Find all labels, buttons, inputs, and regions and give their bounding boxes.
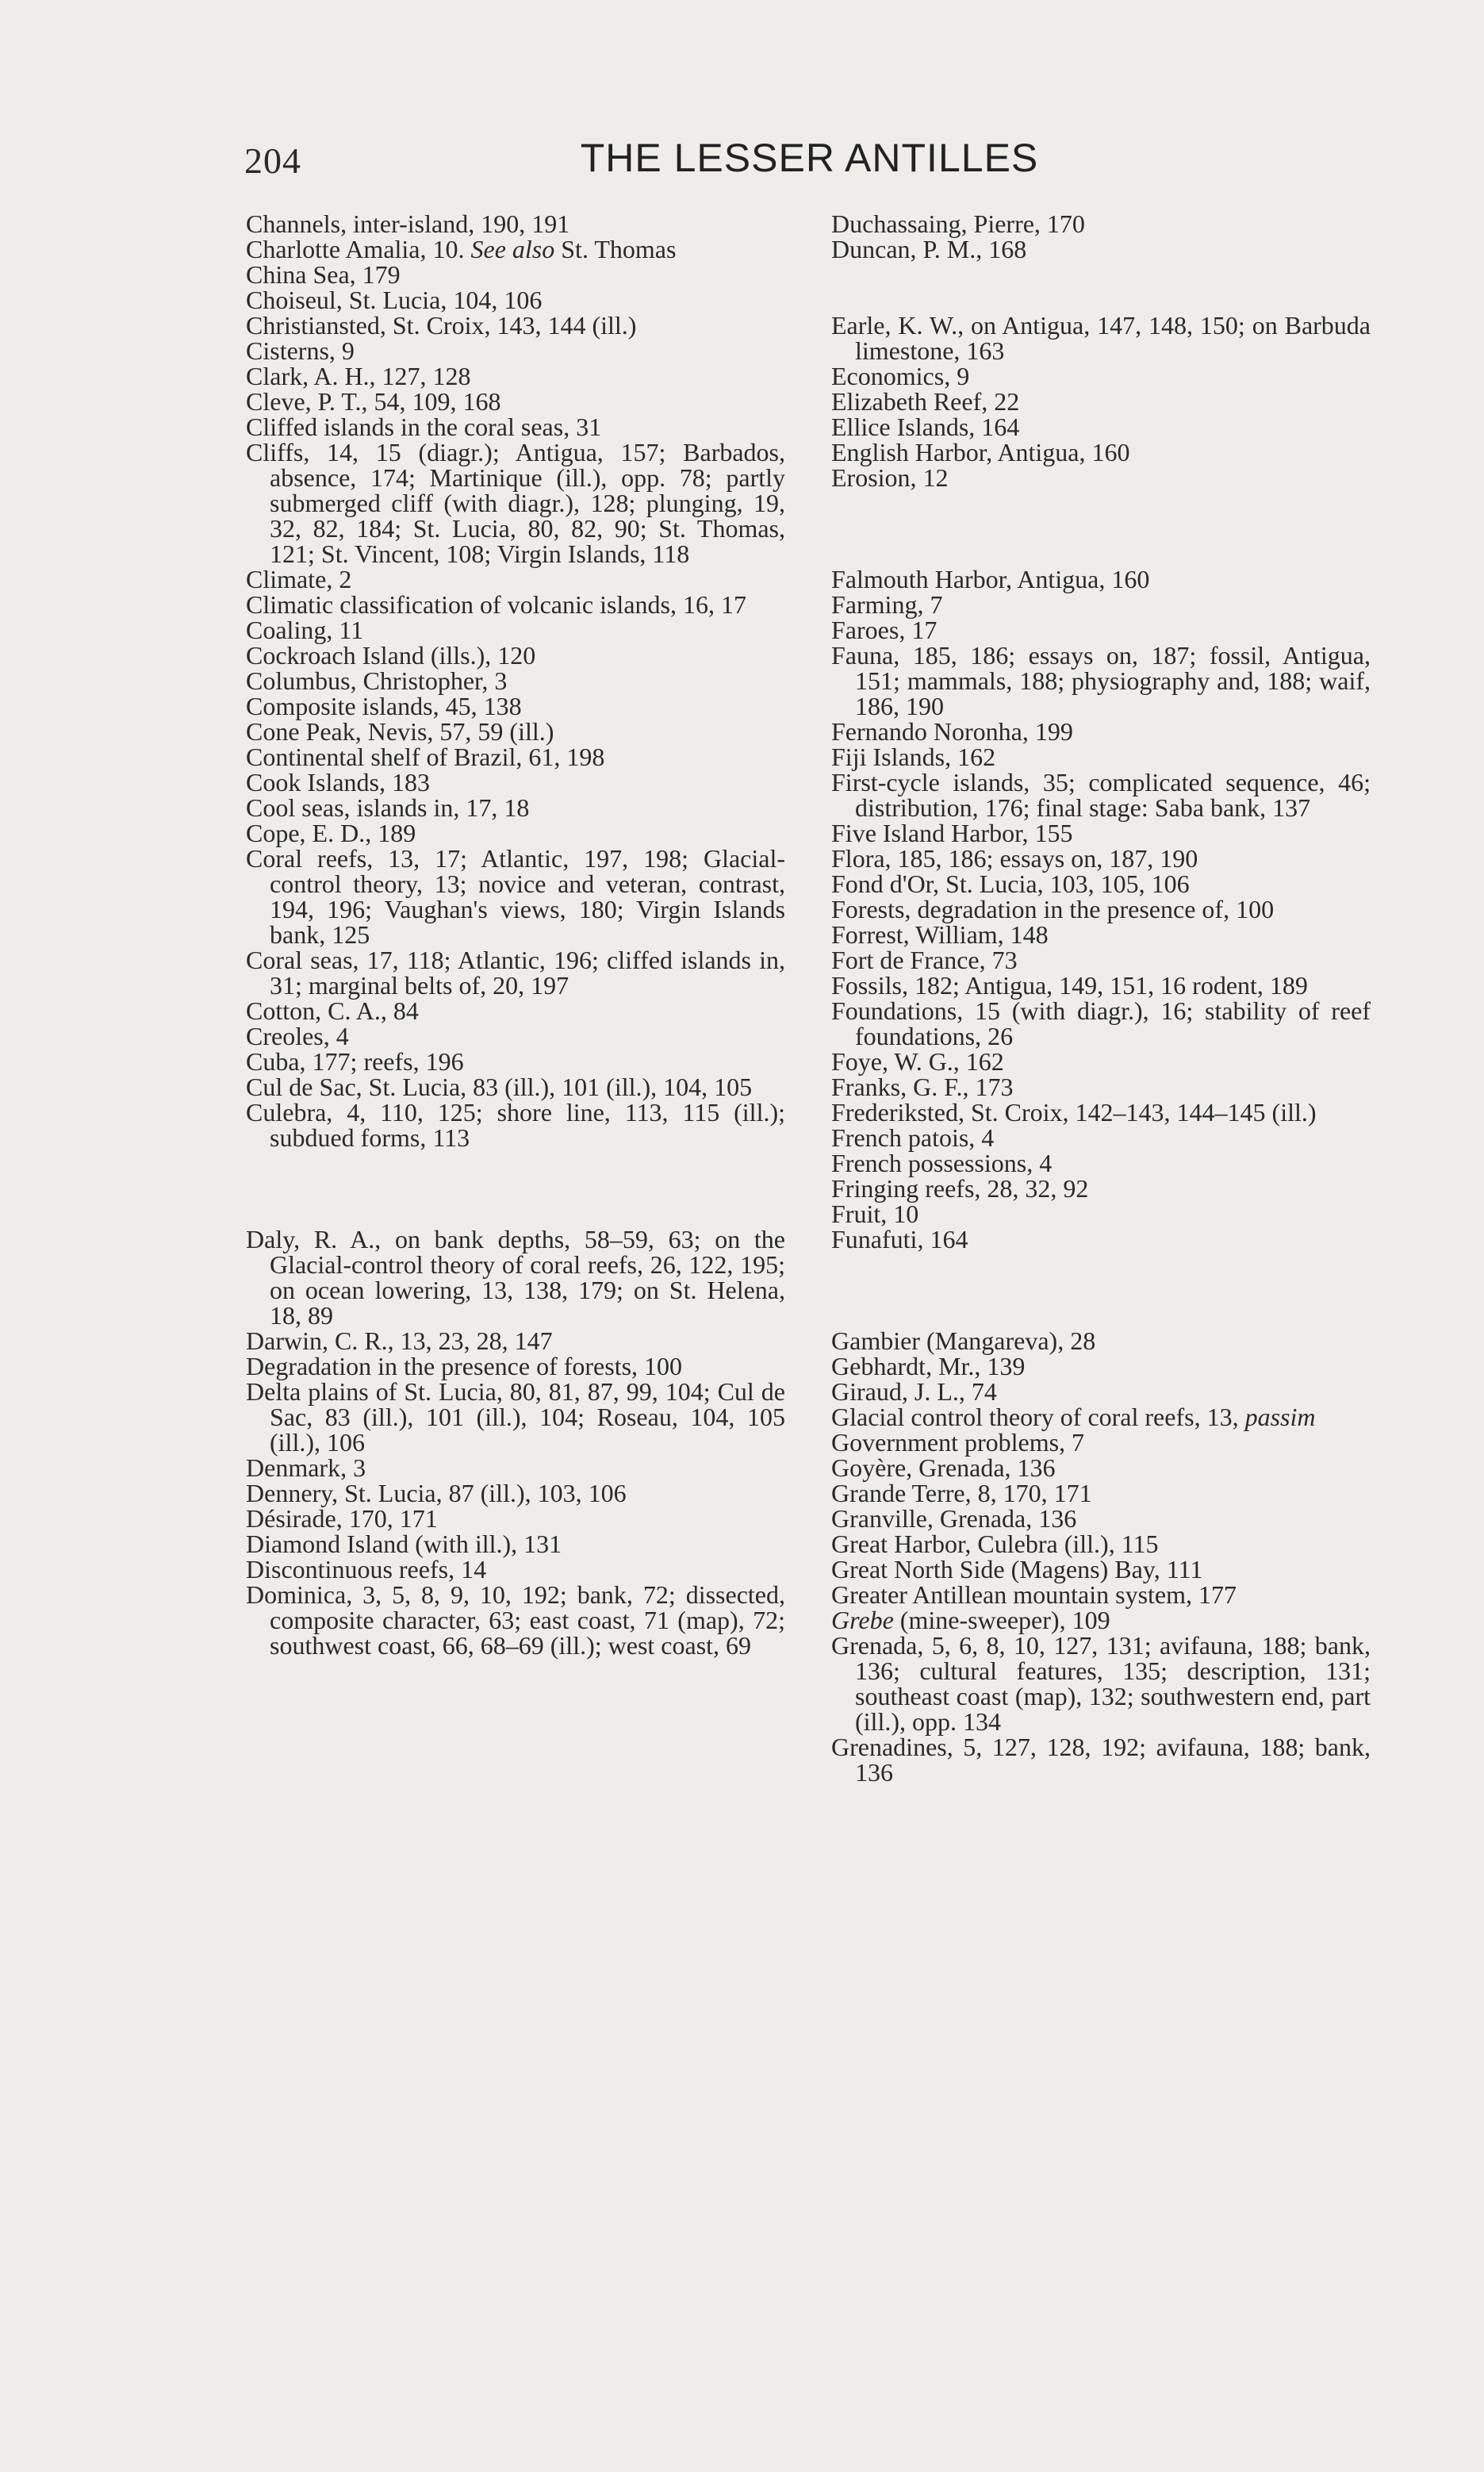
index-entry: Channels, inter-island, 190, 191	[246, 209, 570, 238]
index-entry: Great Harbor, Culebra (ill.), 115	[831, 1530, 1159, 1558]
index-entry: Franks, G. F., 173	[831, 1073, 1014, 1101]
index-entry: Discontinuous reefs, 14	[246, 1555, 487, 1583]
index-entry: Forrest, William, 148	[831, 920, 1049, 949]
index-group-c	[246, 211, 785, 1150]
index-group-f	[831, 566, 1371, 1252]
index-entry: Great North Side (Magens) Bay, 111	[831, 1555, 1203, 1583]
index-entry: French possessions, 4	[831, 1149, 1053, 1177]
section-gap	[246, 1150, 785, 1226]
index-entry: Coaling, 11	[246, 616, 364, 644]
index-entry: Cisterns, 9	[246, 336, 355, 365]
index-entry: Cockroach Island (ills.), 120	[246, 641, 536, 670]
index-entry: Christiansted, St. Croix, 143, 144 (ill.)	[246, 311, 637, 340]
index-entry: Duncan, P. M., 168	[831, 235, 1027, 263]
index-entry: Fond d'Or, St. Lucia, 103, 105, 106	[831, 869, 1190, 898]
index-entry: Economics, 9	[831, 362, 970, 390]
index-entry: Cotton, C. A., 84	[246, 996, 419, 1025]
index-entry: Grenadines, 5, 127, 128, 192; avifauna, 188; bank, 136	[831, 1733, 1371, 1787]
index-entry: Cul de Sac, St. Lucia, 83 (ill.), 101 (ill.), 104, 105	[246, 1073, 753, 1101]
index-entry: Columbus, Christopher, 3	[246, 666, 508, 695]
index-entry: Duchassaing, Pierre, 170	[831, 209, 1085, 238]
index-entry: Fauna, 185, 186; essays on, 187; fossil, Antigua, 151; mammals, 188; physiography and, 188; waif, 186, 190	[831, 641, 1371, 720]
index-entry: Earle, K. W., on Antigua, 147, 148, 150; on Barbuda limestone, 163	[831, 311, 1371, 365]
index-entry: Coral reefs, 13, 17; Atlantic, 197, 198; Glacial-control theory, 13; novice and veteran, contrast, 194, 196; Vaughan's views, 180; Virgin Islands bank, 125	[246, 844, 785, 949]
index-entry: China Sea, 179	[246, 260, 401, 289]
index-entry: Diamond Island (with ill.), 131	[246, 1530, 562, 1558]
index-entry: Fort de France, 73	[831, 946, 1018, 974]
index-entry: Fiji Islands, 162	[831, 743, 996, 771]
index-entry: Cool seas, islands in, 17, 18	[246, 793, 530, 822]
index-entry: Choiseul, St. Lucia, 104, 106	[246, 286, 543, 314]
index-entry: Climatic classification of volcanic islands, 16, 17	[246, 590, 746, 619]
page-number: 204	[244, 140, 301, 181]
index-entry: Frederiksted, St. Croix, 142–143, 144–145 (ill.)	[831, 1098, 1317, 1127]
index-entry: Five Island Harbor, 155	[831, 819, 1073, 847]
index-group-e	[831, 313, 1371, 490]
index-entry: Grebe (mine-sweeper), 109	[831, 1606, 1110, 1634]
index-entry: Cliffs, 14, 15 (diagr.); Antigua, 157; Barbados, absence, 174; Martinique (ill.), opp. 78; partly submerged cliff (with diagr.), 128; plunging, 19, 32, 82, 184; St. Lucia, 80, 82, 90; St. Thomas, 121; St. Vincent, 108; Virgin Islands, 118	[246, 438, 785, 568]
index-entry: Désirade, 170, 171	[246, 1504, 438, 1533]
index-group-d	[246, 1226, 785, 1658]
index-entry: Denmark, 3	[246, 1453, 366, 1482]
index-entry: Fruit, 10	[831, 1200, 919, 1228]
index-entry: English Harbor, Antigua, 160	[831, 438, 1130, 466]
index-entry: Cuba, 177; reefs, 196	[246, 1047, 464, 1076]
index-entry: Cliffed islands in the coral seas, 31	[246, 413, 602, 441]
index-entry: Climate, 2	[246, 565, 352, 593]
index-entry: Elizabeth Reef, 22	[831, 387, 1020, 416]
index-entry: Dennery, St. Lucia, 87 (ill.), 103, 106	[246, 1479, 627, 1507]
page-header	[244, 135, 1375, 190]
index-entry: Government problems, 7	[831, 1428, 1085, 1457]
index-entry: Composite islands, 45, 138	[246, 692, 522, 720]
index-entry: Goyère, Grenada, 136	[831, 1453, 1056, 1482]
index-entry: Charlotte Amalia, 10. See also St. Thomas	[246, 235, 677, 263]
index-entry: Greater Antillean mountain system, 177	[831, 1580, 1237, 1609]
index-entry: French patois, 4	[831, 1123, 995, 1152]
index-entry: Ellice Islands, 164	[831, 413, 1020, 441]
index-entry: Creoles, 4	[246, 1022, 349, 1050]
index-entry: Flora, 185, 186; essays on, 187, 190	[831, 844, 1198, 873]
index-entry: Culebra, 4, 110, 125; shore line, 113, 115 (ill.); subdued forms, 113	[246, 1098, 785, 1152]
index-entry: Foye, W. G., 162	[831, 1047, 1004, 1076]
section-gap	[831, 490, 1371, 566]
index-column-right	[831, 211, 1371, 1785]
index-entry: Erosion, 12	[831, 463, 949, 492]
index-entry: Daly, R. A., on bank depths, 58–59, 63; on the Glacial-control theory of coral reefs, 26, 122, 195; on ocean lowering, 13, 138, 179; on St. Helena, 18, 89	[246, 1225, 785, 1330]
index-group-d-continued	[831, 211, 1371, 262]
index-entry: Faroes, 17	[831, 616, 938, 644]
index-entry: Delta plains of St. Lucia, 80, 81, 87, 99, 104; Cul de Sac, 83 (ill.), 101 (ill.), 104; Roseau, 104, 105 (ill.), 106	[246, 1377, 785, 1457]
index-entry: Giraud, J. L., 74	[831, 1377, 997, 1406]
index-entry: Continental shelf of Brazil, 61, 198	[246, 743, 605, 771]
index-entry: Gambier (Mangareva), 28	[831, 1326, 1096, 1355]
index-entry: Falmouth Harbor, Antigua, 160	[831, 565, 1150, 593]
index-entry: Coral seas, 17, 118; Atlantic, 196; cliffed islands in, 31; marginal belts of, 20, 197	[246, 946, 785, 1000]
index-entry: Fossils, 182; Antigua, 149, 151, 16 rodent, 189	[831, 971, 1308, 1000]
index-entry: Fernando Noronha, 199	[831, 717, 1073, 746]
section-gap	[831, 262, 1371, 313]
section-gap	[831, 1252, 1371, 1328]
index-entry: Cook Islands, 183	[246, 768, 430, 796]
index-entry: Gebhardt, Mr., 139	[831, 1352, 1026, 1380]
index-entry: Forests, degradation in the presence of, 100	[831, 895, 1275, 923]
index-entry: Cope, E. D., 189	[246, 819, 416, 847]
index-entry: Darwin, C. R., 13, 23, 28, 147	[246, 1326, 553, 1355]
index-entry: Grenada, 5, 6, 8, 10, 127, 131; avifauna, 188; bank, 136; cultural features, 135; description, 131; southeast coast (map), 132; southwestern end, part (ill.), opp. 134	[831, 1631, 1371, 1736]
index-entry: Cone Peak, Nevis, 57, 59 (ill.)	[246, 717, 554, 746]
index-entry: First-cycle islands, 35; complicated sequence, 46; distribution, 176; final stage: Saba bank, 137	[831, 768, 1371, 822]
index-entry: Cleve, P. T., 54, 109, 168	[246, 387, 501, 416]
index-entry: Funafuti, 164	[831, 1225, 968, 1253]
index-entry: Foundations, 15 (with diagr.), 16; stability of reef foundations, 26	[831, 996, 1371, 1050]
index-entry: Clark, A. H., 127, 128	[246, 362, 471, 390]
index-group-g	[831, 1328, 1371, 1785]
index-entry: Granville, Grenada, 136	[831, 1504, 1077, 1533]
index-entry: Grande Terre, 8, 170, 171	[831, 1479, 1092, 1507]
index-entry: Degradation in the presence of forests, 100	[246, 1352, 683, 1380]
index-entry: Dominica, 3, 5, 8, 9, 10, 192; bank, 72; dissected, composite character, 63; east coast, 71 (map), 72; southwest coast, 66, 68–69 (ill.); west coast, 69	[246, 1580, 785, 1660]
index-column-left	[246, 211, 785, 1658]
index-entry: Fringing reefs, 28, 32, 92	[831, 1174, 1089, 1203]
index-entry: Farming, 7	[831, 590, 943, 619]
index-entry: Glacial control theory of coral reefs, 13, passim	[831, 1403, 1316, 1431]
running-title: THE LESSER ANTILLES	[580, 136, 1039, 180]
